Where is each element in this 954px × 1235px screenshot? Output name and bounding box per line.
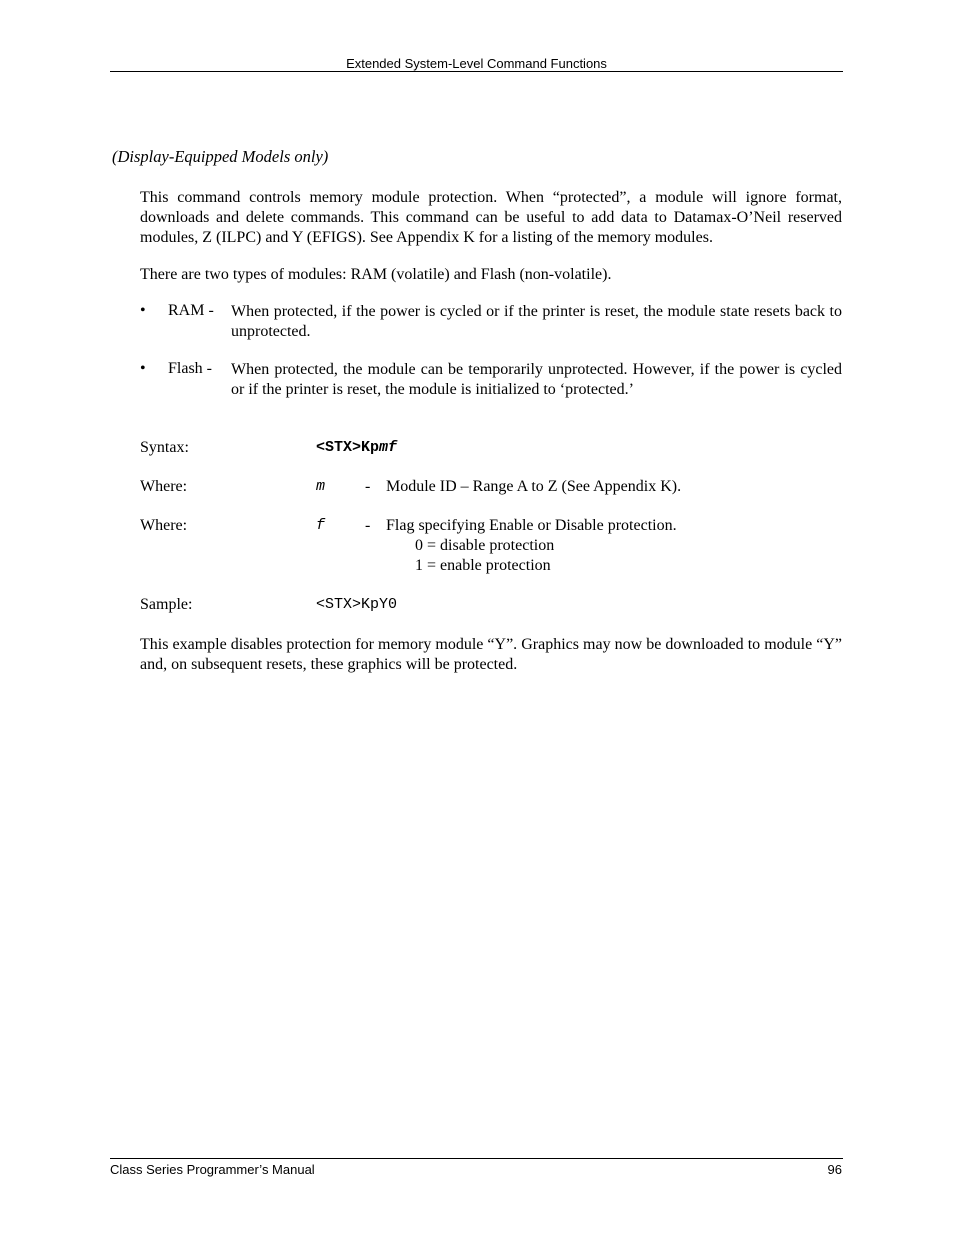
- header-rule: [110, 71, 843, 72]
- footer-page-number: 96: [827, 1162, 842, 1177]
- syntax-label: Syntax:: [140, 439, 189, 456]
- syntax-params: mf: [379, 439, 398, 456]
- where-f-dash: -: [365, 517, 371, 534]
- where-f-option-enable: 1 = enable protection: [415, 557, 551, 574]
- footer-manual-title: Class Series Programmer’s Manual: [110, 1162, 315, 1177]
- example-paragraph: This example disables protection for memory module “Y”. Graphics may now be downloaded to module “Y” and, on subsequent resets, these graphics will be protected.: [140, 636, 842, 673]
- where-f-description: Flag specifying Enable or Disable protection.: [386, 517, 677, 534]
- where-f-param: f: [316, 517, 326, 534]
- bullet-ram-dot: •: [140, 302, 146, 319]
- running-header: Extended System-Level Command Functions: [346, 56, 607, 71]
- module-types-paragraph: There are two types of modules: RAM (volatile) and Flash (non-volatile).: [140, 266, 612, 283]
- where-m-dash: -: [365, 478, 371, 495]
- bullet-ram-text: When protected, if the power is cycled or if the printer is reset, the module state resets back to unprotected.: [231, 303, 842, 340]
- bullet-flash-text: When protected, the module can be temporarily unprotected. However, if the power is cycled or if the printer is reset, the module is initialized to ‘protected.’: [231, 361, 842, 398]
- model-note: (Display-Equipped Models only): [112, 147, 329, 166]
- where-f-label: Where:: [140, 517, 188, 534]
- where-m-label: Where:: [140, 478, 188, 495]
- syntax-value: [316, 439, 397, 456]
- where-m-description: Module ID – Range A to Z (See Appendix K).: [386, 478, 682, 495]
- footer-rule: [110, 1158, 843, 1159]
- bullet-flash-term: Flash -: [168, 360, 212, 377]
- syntax-command: <STX>Kp: [316, 439, 380, 456]
- sample-label: Sample:: [140, 596, 193, 613]
- where-f-option-disable: 0 = disable protection: [415, 537, 555, 554]
- bullet-ram-term: RAM -: [168, 302, 214, 319]
- sample-value: <STX>KpY0: [316, 596, 398, 613]
- bullet-flash-dot: •: [140, 360, 146, 377]
- where-m-param: m: [316, 478, 326, 495]
- intro-paragraph: This command controls memory module protection. When “protected”, a module will ignore format, downloads and delete commands. This command can be useful to add data to Datamax-O’Neil reserved modules, Z (ILPC) and Y (EFIGS). See Appendix K for a listing of the memory modules.: [140, 189, 842, 246]
